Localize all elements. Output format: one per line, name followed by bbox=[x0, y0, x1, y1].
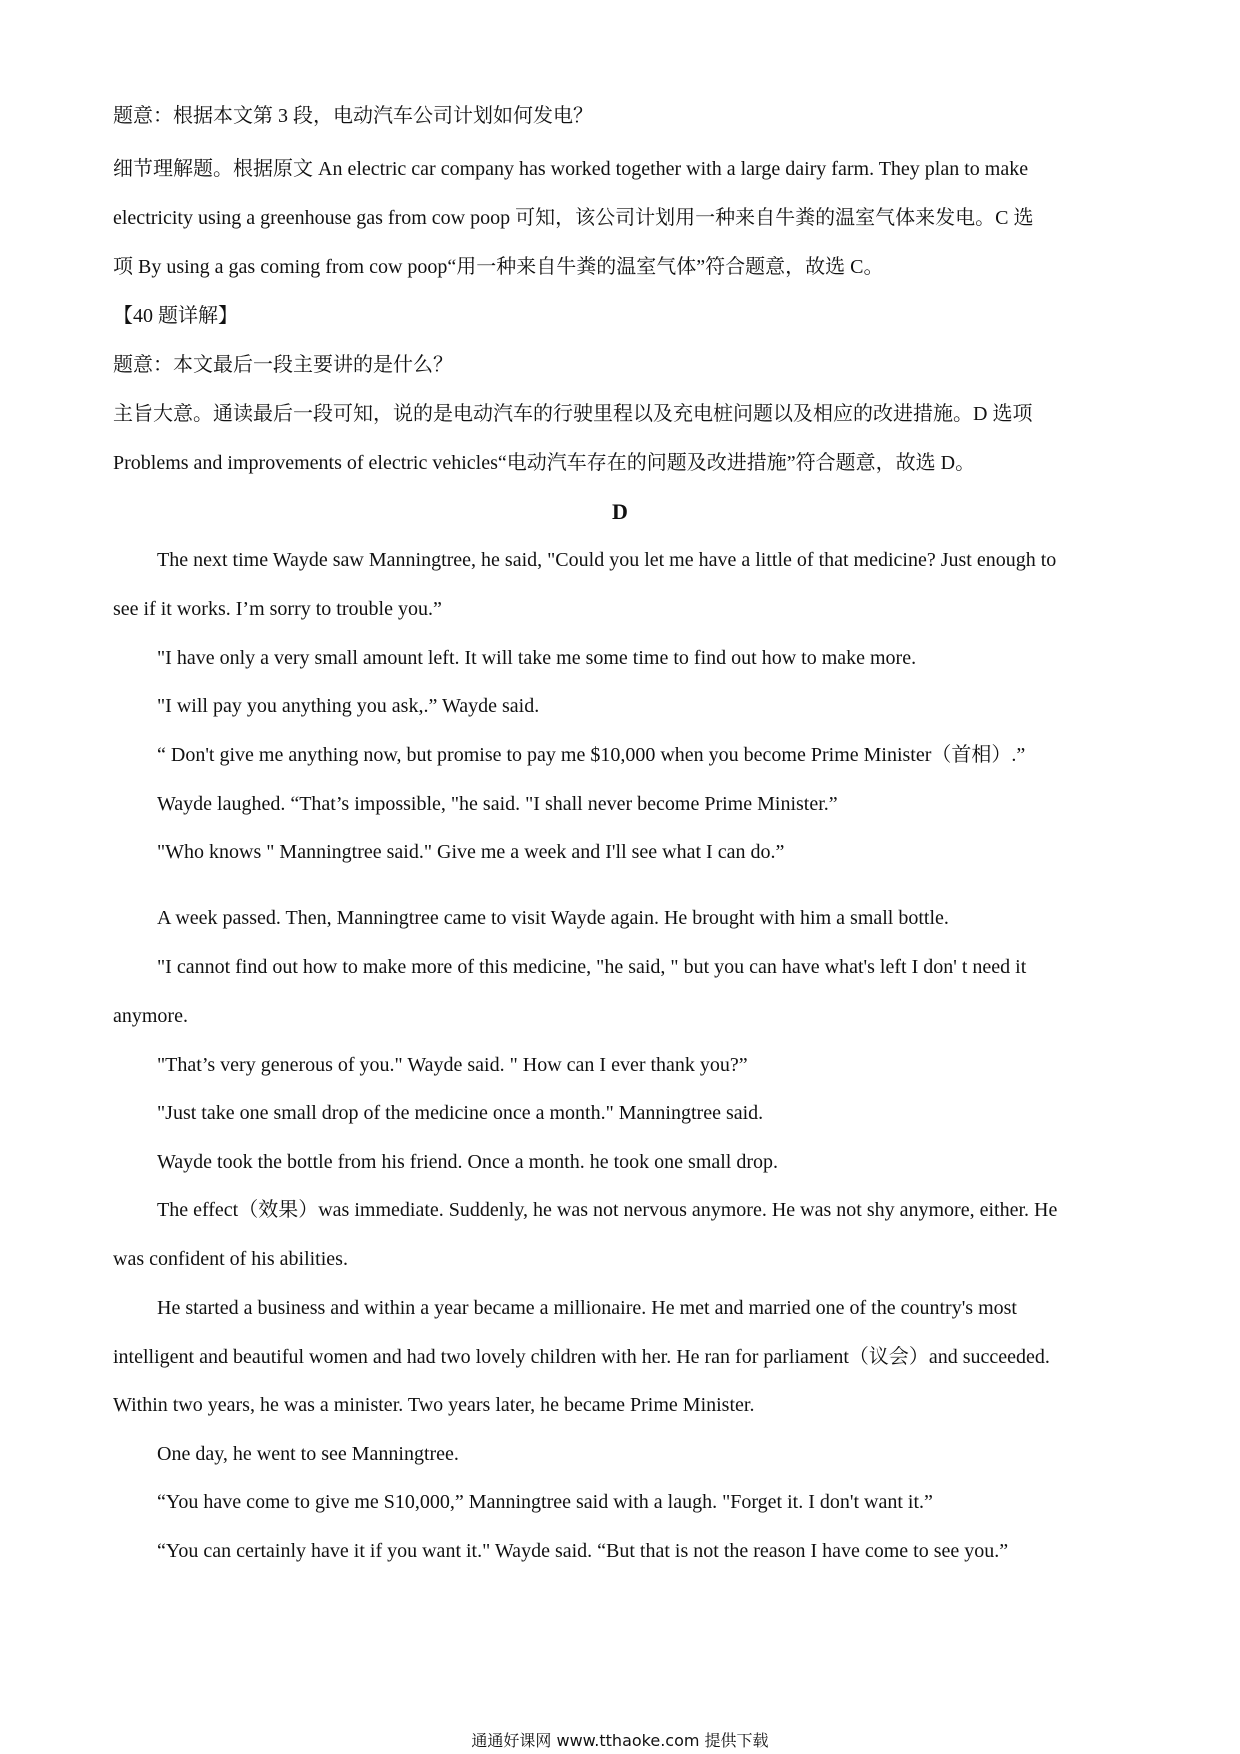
passage-line: A week passed. Then, Manningtree came to visit Wayde again. He brought with him a small bottle. bbox=[157, 907, 949, 929]
passage-line: intelligent and beautiful women and had two lovely children with her. He ran for parliament（议会）and succeeded. bbox=[113, 1346, 1050, 1368]
passage-line: Wayde laughed. “That’s impossible, "he said. "I shall never become Prime Minister.” bbox=[157, 793, 838, 815]
page-footer: 通通好课网 www.tthaoke.com 提供下载 bbox=[471, 1731, 769, 1750]
passage-line: "That’s very generous of you." Wayde said. " How can I ever thank you?” bbox=[157, 1054, 748, 1076]
passage-line: "I cannot find out how to make more of this medicine, "he said, " but you can have what's left I don' t need it bbox=[157, 956, 1027, 978]
passage-line: One day, he went to see Manningtree. bbox=[157, 1443, 459, 1465]
passage-line: was confident of his abilities. bbox=[113, 1248, 348, 1270]
passage-line: “You have come to give me S10,000,” Manningtree said with a laugh. "Forget it. I don't want it.” bbox=[157, 1491, 933, 1513]
q39-meaning: 题意：根据本文第 3 段，电动汽车公司计划如何发电？ bbox=[113, 105, 593, 127]
passage-line: "I will pay you anything you ask,.” Wayde said. bbox=[157, 695, 540, 717]
passage-line: Wayde took the bottle from his friend. Once a month. he took one small drop. bbox=[157, 1151, 779, 1173]
passage-line: “ Don't give me anything now, but promise to pay me $10,000 when you become Prime Minister（首相）.” bbox=[157, 744, 1026, 766]
q40-detail-line: Problems and improvements of electric vehicles“电动汽车存在的问题及改进措施”符合题意，故选 D。 bbox=[113, 452, 976, 474]
passage-line: “You can certainly have it if you want it." Wayde said. “But that is not the reason I have come to see you.” bbox=[157, 1540, 1009, 1562]
passage-line: Within two years, he was a minister. Two years later, he became Prime Minister. bbox=[113, 1394, 755, 1416]
passage-line: He started a business and within a year became a millionaire. He met and married one of the country's most bbox=[157, 1297, 1017, 1319]
passage-line: see if it works. I’m sorry to trouble you.” bbox=[113, 598, 442, 620]
q39-detail-line: 项 By using a gas coming from cow poop“用一种来自牛粪的温室气体”符合题意，故选 C。 bbox=[113, 256, 884, 278]
q39-detail-line: 细节理解题。根据原文 An electric car company has worked together with a large dairy farm. They plan to make bbox=[113, 158, 1029, 180]
q40-meaning: 题意：本文最后一段主要讲的是什么？ bbox=[113, 354, 453, 376]
q39-detail-line: electricity using a greenhouse gas from cow poop 可知，该公司计划用一种来自牛粪的温室气体来发电。C 选 bbox=[113, 207, 1034, 229]
passage-line: "I have only a very small amount left. It will take me some time to find out how to make more. bbox=[157, 647, 917, 669]
q40-header: 【40 题详解】 bbox=[113, 305, 238, 327]
q40-detail-line: 主旨大意。通读最后一段可知，说的是电动汽车的行驶里程以及充电桩问题以及相应的改进措施。D 选项 bbox=[113, 403, 1033, 425]
passage-line: The next time Wayde saw Manningtree, he said, "Could you let me have a little of that medicine? Just enough to bbox=[157, 549, 1057, 571]
passage-line: anymore. bbox=[113, 1005, 188, 1027]
passage-line: "Just take one small drop of the medicine once a month." Manningtree said. bbox=[157, 1102, 764, 1124]
passage-line: "Who knows " Manningtree said." Give me a week and I'll see what I can do.” bbox=[157, 841, 785, 863]
passage-title: D bbox=[612, 499, 628, 524]
passage-line: The effect（效果）was immediate. Suddenly, he was not nervous anymore. He was not shy anymore, either. He bbox=[157, 1199, 1058, 1221]
